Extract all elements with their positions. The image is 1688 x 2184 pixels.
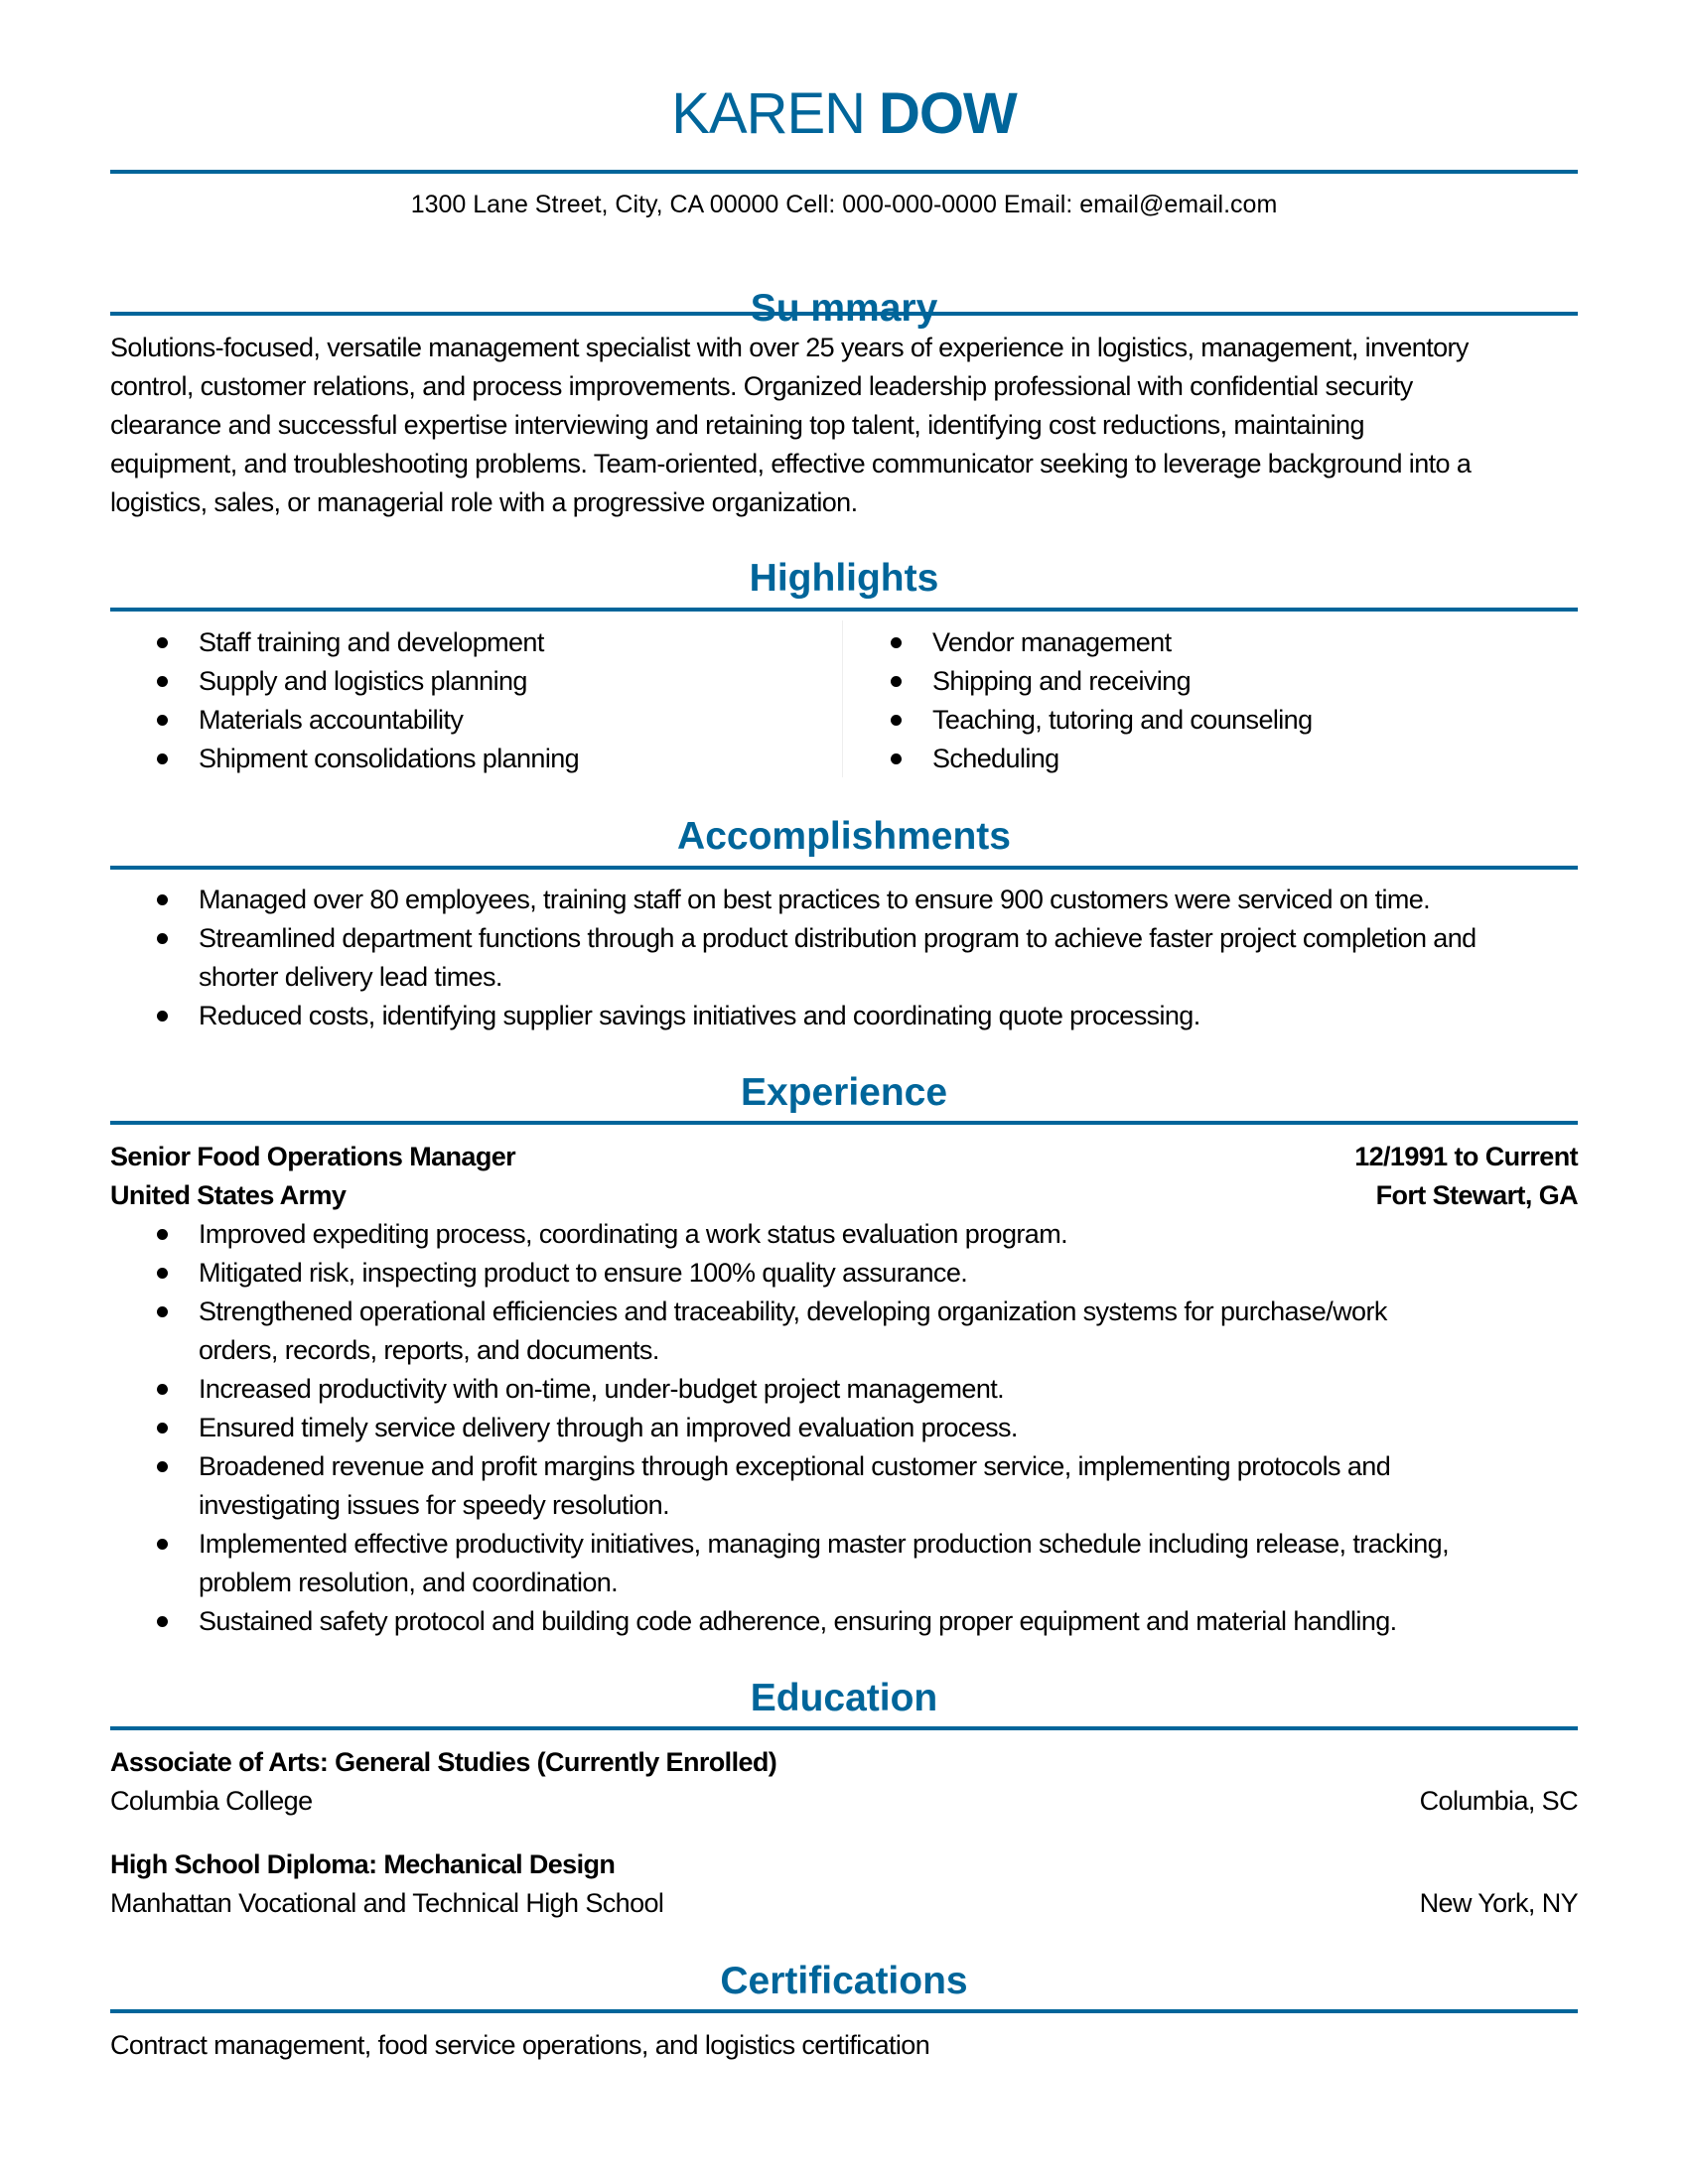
job-bullet: Strengthened operational efficiencies and traceability, developing organization systems for purchase/work orders, records, reports, and documents.: [110, 1293, 1578, 1370]
bullet-icon: [157, 933, 168, 944]
highlights-right-list: [844, 623, 1578, 778]
highlights-column-divider: [842, 620, 843, 777]
summary-heading: Su mmary: [750, 287, 938, 330]
education-degree: Associate of Arts: General Studies (Currently Enrolled): [110, 1747, 777, 1777]
job-title: Senior Food Operations Manager: [110, 1142, 516, 1171]
bullet-icon: [157, 1011, 168, 1022]
highlight-item: Shipping and receiving: [844, 662, 1578, 701]
job-bullet: Ensured timely service delivery through an improved evaluation process.: [110, 1409, 1578, 1447]
bullet-icon: [157, 1306, 168, 1317]
highlight-item: Shipment consolidations planning: [110, 740, 842, 778]
summary-text: [110, 329, 1578, 522]
job-bullet: Mitigated risk, inspecting product to ensure 100% quality assurance.: [110, 1254, 1578, 1293]
accomplishment-item: Streamlined department functions through a product distribution program to achieve faster project completion and shorter delivery lead times.: [110, 919, 1578, 997]
accomplishment-item: Managed over 80 employees, training staff on best practices to ensure 900 customers were serviced on time.: [110, 881, 1578, 919]
bullet-icon: [157, 715, 168, 726]
job-dates: 12/1991 to Current: [1354, 1142, 1578, 1171]
experience-heading: Experience: [740, 1071, 948, 1114]
bullet-icon: [891, 637, 902, 648]
highlight-item: Teaching, tutoring and counseling: [844, 701, 1578, 740]
job-bullets: [110, 1215, 1578, 1641]
highlight-item: Scheduling: [844, 740, 1578, 778]
education-school: Columbia College: [110, 1786, 313, 1816]
education-heading: Education: [750, 1677, 938, 1719]
summary-line: logistics, sales, or managerial role with a progressive organization.: [110, 487, 858, 517]
highlights-left-list: [110, 623, 842, 778]
job-bullet: Sustained safety protocol and building code adherence, ensuring proper equipment and material handling.: [110, 1602, 1578, 1641]
job-title-row: [110, 1138, 1578, 1176]
job-location: Fort Stewart, GA: [1375, 1180, 1578, 1210]
experience-divider: [110, 1121, 1578, 1125]
education-school: Manhattan Vocational and Technical High School: [110, 1888, 664, 1918]
bullet-icon: [157, 1423, 168, 1433]
highlight-item: Supply and logistics planning: [110, 662, 842, 701]
bullet-icon: [157, 1539, 168, 1550]
education-degree-row: [110, 1845, 1578, 1884]
highlight-item: Vendor management: [844, 623, 1578, 662]
job-bullet: Implemented effective productivity initiatives, managing master production schedule including release, tracking, problem resolution, and coordination.: [110, 1525, 1578, 1602]
bullet-icon: [157, 1384, 168, 1395]
education-degree-row: [110, 1743, 1578, 1782]
bullet-icon: [891, 753, 902, 764]
education-location: New York, NY: [1419, 1888, 1578, 1918]
education-degree: High School Diploma: Mechanical Design: [110, 1849, 616, 1879]
education-school-row: [110, 1782, 1578, 1821]
job-bullet: Improved expediting process, coordinating a work status evaluation program.: [110, 1215, 1578, 1254]
highlight-item: Materials accountability: [110, 701, 842, 740]
certifications-divider: [110, 2009, 1578, 2013]
education-divider: [110, 1726, 1578, 1730]
contact-info: 1300 Lane Street, City, CA 00000 Cell: 000-000-0000 Email: email@email.com: [410, 191, 1278, 218]
last-name: DOW: [879, 81, 1017, 146]
bullet-icon: [157, 1461, 168, 1472]
bullet-icon: [157, 1268, 168, 1279]
education-location: Columbia, SC: [1419, 1786, 1578, 1816]
first-name: KAREN: [671, 81, 866, 146]
bullet-icon: [157, 1616, 168, 1627]
accomplishment-item: Reduced costs, identifying supplier savings initiatives and coordinating quote processing.: [110, 997, 1578, 1035]
certifications-heading: Certifications: [720, 1960, 968, 2002]
bullet-icon: [891, 676, 902, 687]
job-company-row: [110, 1176, 1578, 1215]
education-school-row: [110, 1884, 1578, 1923]
summary-line: equipment, and troubleshooting problems. Team-oriented, effective communicator seeking to leverage background into a: [110, 449, 1472, 478]
bullet-icon: [157, 676, 168, 687]
job-bullet: Increased productivity with on-time, under-budget project management.: [110, 1370, 1578, 1409]
highlights-heading: Highlights: [749, 557, 939, 600]
bullet-icon: [157, 1229, 168, 1240]
bullet-icon: [157, 753, 168, 764]
summary-line: Solutions-focused, versatile management specialist with over 25 years of experience in logistics, management, inventory: [110, 333, 1469, 362]
accomplishments-heading: Accomplishments: [677, 815, 1011, 858]
bullet-icon: [891, 715, 902, 726]
certifications-text: Contract management, food service operations, and logistics certification: [110, 2030, 930, 2060]
bullet-icon: [157, 637, 168, 648]
accomplishments-divider: [110, 866, 1578, 870]
summary-line: control, customer relations, and process improvements. Organized leadership professional with confidential security: [110, 371, 1413, 401]
header-divider: [110, 170, 1578, 174]
bullet-icon: [157, 894, 168, 905]
highlights-divider: [110, 608, 1578, 612]
job-bullet: Broadened revenue and profit margins through exceptional customer service, implementing protocols and investigating issues for speedy resolution.: [110, 1447, 1578, 1525]
highlight-item: Staff training and development: [110, 623, 842, 662]
candidate-name: [110, 79, 1578, 149]
accomplishments-list: [110, 881, 1578, 1035]
job-company: United States Army: [110, 1180, 347, 1210]
summary-line: clearance and successful expertise interviewing and retaining top talent, identifying cost reductions, maintaining: [110, 410, 1364, 440]
